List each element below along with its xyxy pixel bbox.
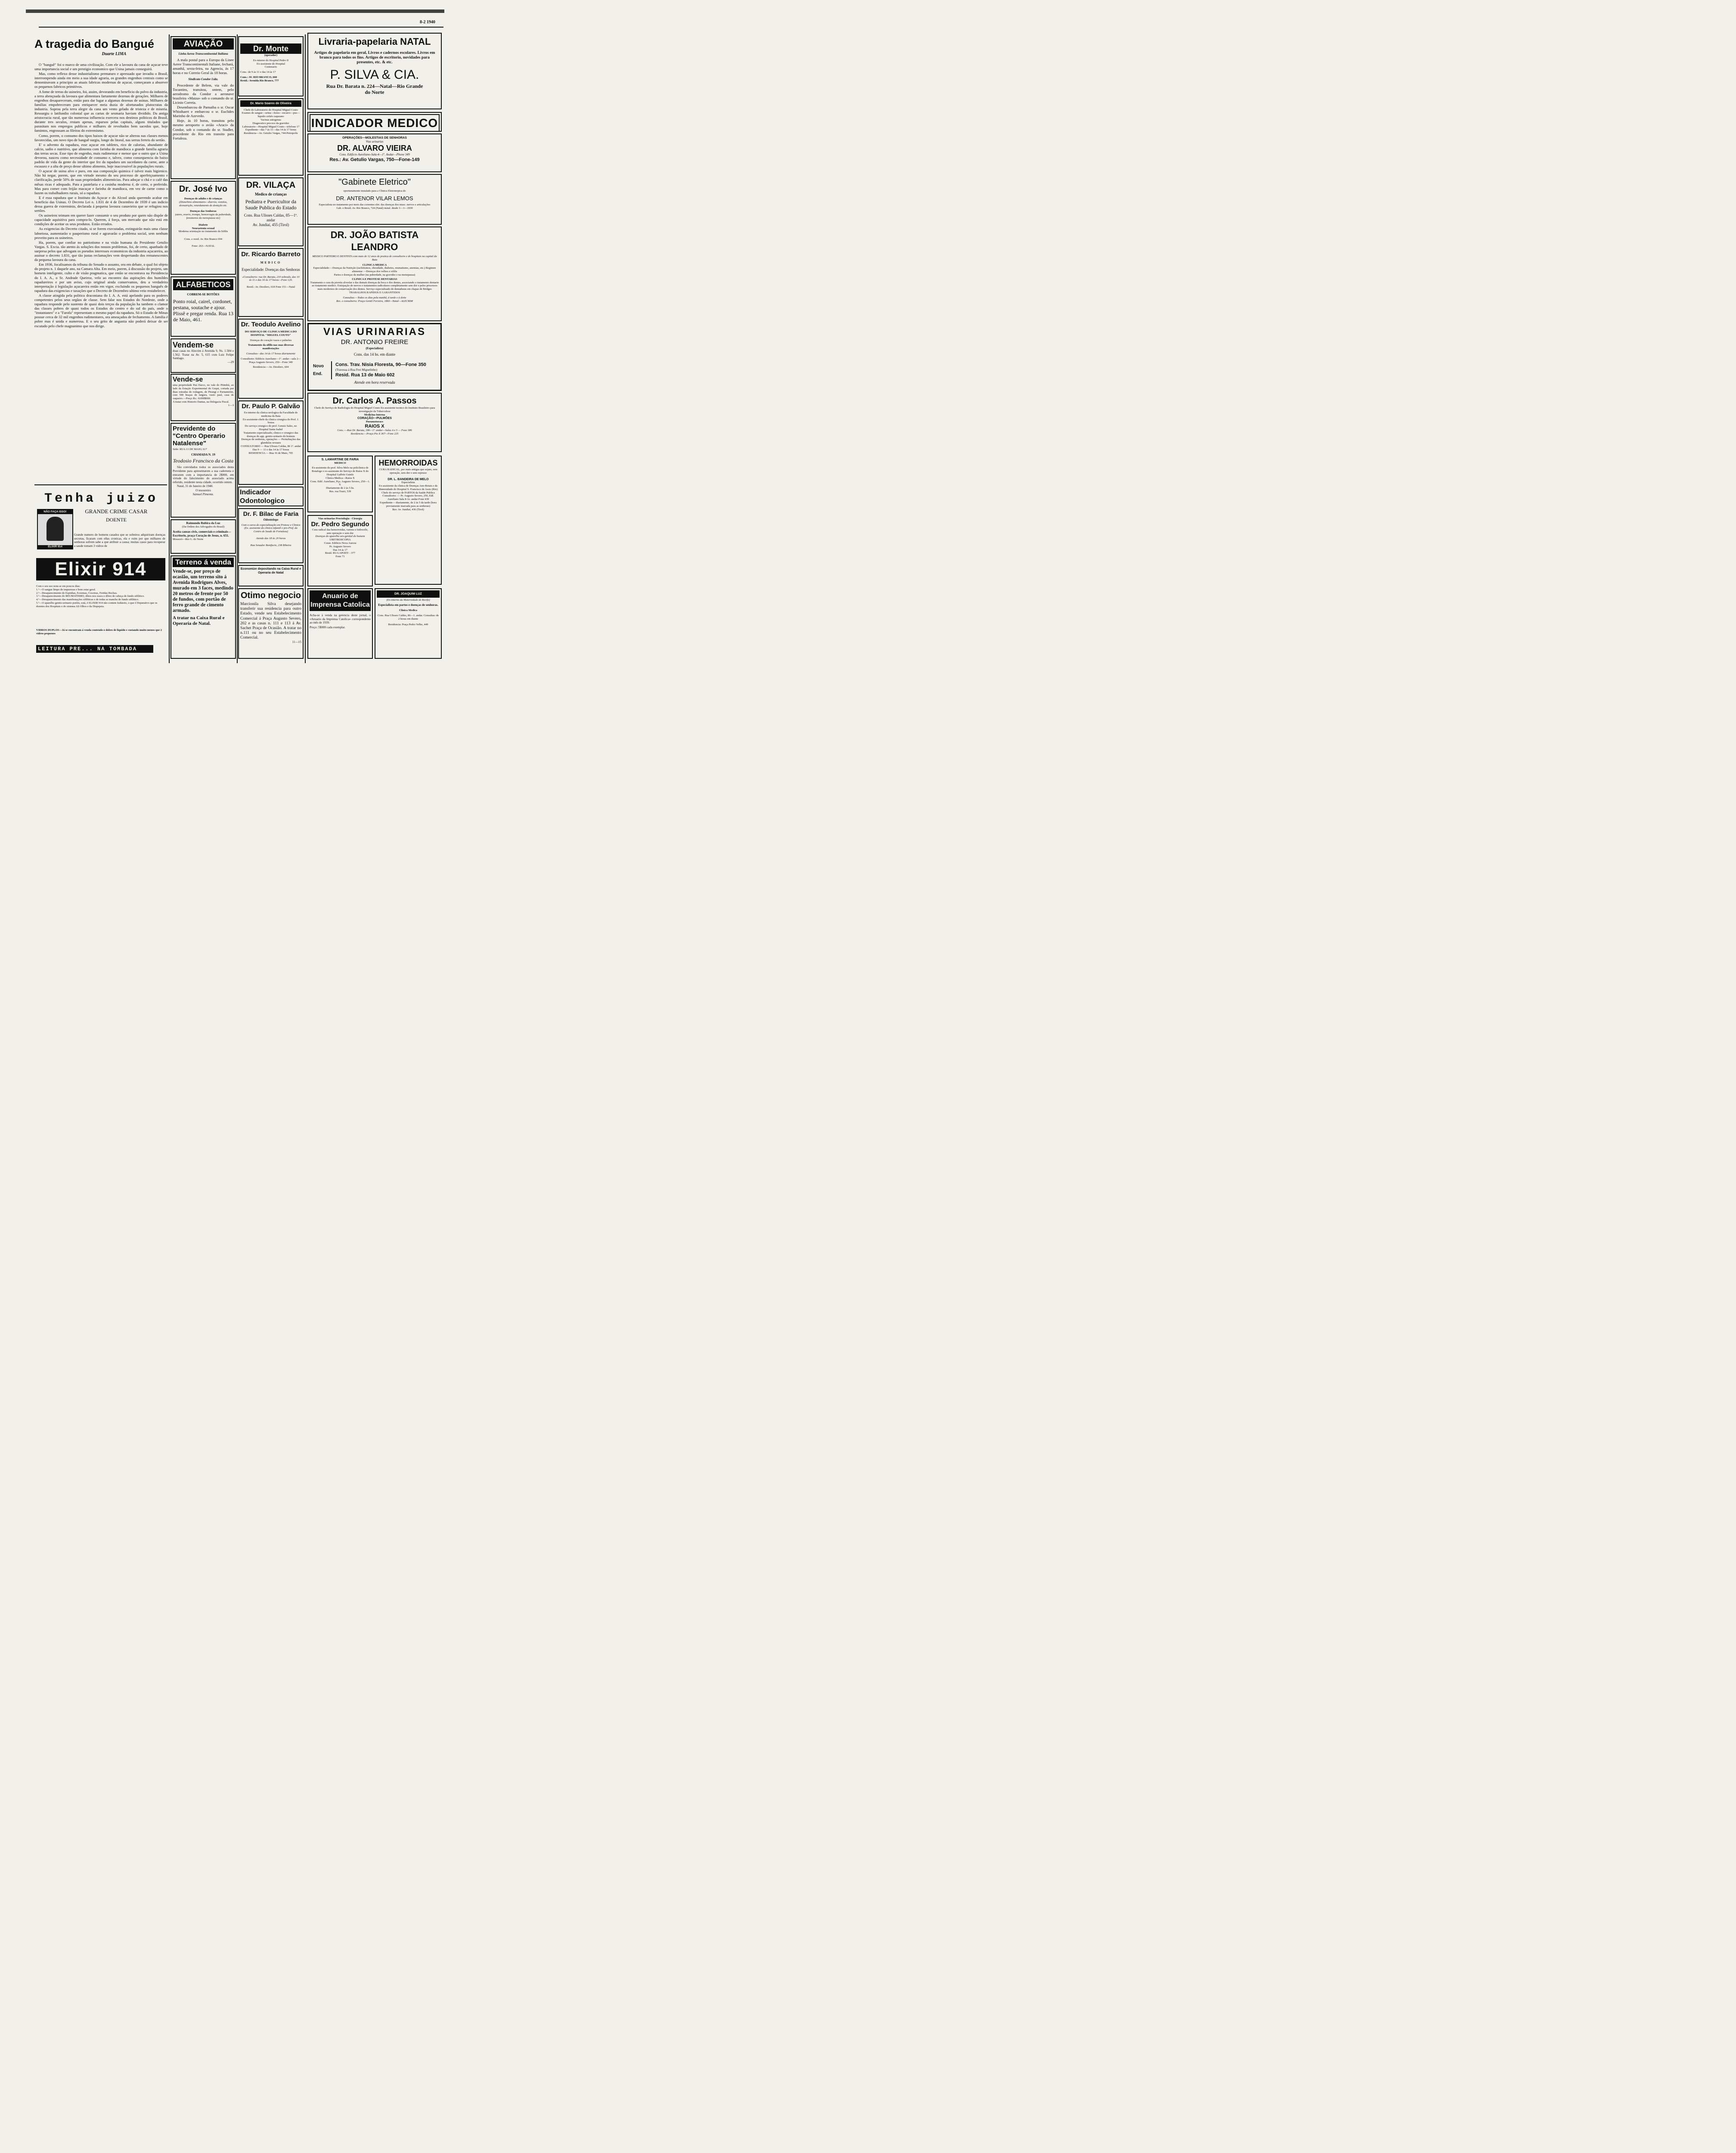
- hemorroidas-sub: CURA RADICAL, por mais antigas que sejam, sem operação, sem dor e sem repouso: [379, 468, 437, 475]
- hemorroidas-line: Res: Av. Jundiaí, 436 (Tirol): [392, 508, 424, 511]
- lamartine-line: Clinica Medica—Raios X: [326, 476, 355, 480]
- aviacao-p3: Desembarcou de Parnaiba o sr. Oscar Whisthaert e embarcou o sr. Euclides Marinho de Azevedo.: [173, 105, 234, 118]
- article: [34, 37, 168, 485]
- natal-addr: Rua Dr. Barata n. 224—Natal—Rio Grande do Norte: [326, 83, 423, 95]
- man-silhouette: [46, 517, 64, 541]
- ivo-sec1: Doenças de adulto e de crianças: [184, 197, 222, 200]
- galvao-name: Dr. Paulo P. Galvão: [242, 403, 300, 410]
- previdente-sign1: O tesoureiro: [195, 488, 211, 492]
- silvio: [238, 98, 304, 176]
- avelino-sub2: Doenças do coração vasos e pulmões: [250, 338, 292, 342]
- vias-spec: (Especialista): [366, 347, 384, 350]
- lamartine-sub: MEDICO: [334, 461, 346, 465]
- vieira-res: Res.: Av. Getulio Vargas, 750—Fone-149: [329, 157, 420, 162]
- barreto-cons: «Consultorio: rua Dr. Barata, 210 sobrado, das 10 ás 11 e das 16 ás 17 horas—Fone 120.: [242, 275, 300, 282]
- monte-lines: [240, 59, 301, 69]
- monte-title: Dr. Monte: [240, 43, 301, 54]
- vieira: [307, 133, 442, 172]
- vieira-name: DR. ALVARO VIEIRA: [337, 144, 412, 153]
- elixir-figure: [37, 509, 73, 549]
- vias-hours: Cons. das 14 hs. em diante: [353, 352, 396, 357]
- galvao-line: Das 9 — 11 e das 14 às 17 horas: [252, 448, 289, 451]
- article-paragraph: Os usineiros teimam em querer fazer consumir o seu produto por quem não dispõe de capacidade aquisitiva para compra-lo. Querem, á força, um mercado que não está em condições de aceitar os seus produtos. Estão errados.: [34, 213, 168, 226]
- anuario-body: Acha-se á venda na gerencia deste jornal, o «Anuario da Imprensa Catolica» correspondente ao mês de 1939.: [310, 614, 371, 625]
- elixir-list: [36, 585, 165, 608]
- aviacao-sub2: Sindicato Condor Ltda.: [188, 77, 218, 81]
- vilaca: [238, 177, 304, 246]
- leandro: [307, 226, 442, 321]
- previdente-name: Teodosio Francisco da Costa: [173, 458, 234, 464]
- previdente: [170, 423, 236, 518]
- lamartine: [307, 456, 373, 512]
- aviacao-p2: Procedente de Belem, via vale do Tocantins, transitou, ontem, pelo aerodromo da Condor a aeronave brasileira «Maiza» sob o comando do sr. Licinio Correia.: [173, 83, 234, 105]
- elixir-list-item: 3.º—Desaparecimento do REUMATISMO, dôres nos ossos e dôres de cabeça de fundo sifilitico.: [36, 595, 145, 598]
- elixir-subhead1: GRANDE CRIME CASAR: [85, 508, 148, 515]
- vilaca-name: DR. VILAÇA: [246, 180, 296, 190]
- segundo-body: Cura radical das hemorroidas, varizes e hidrocéle, sem operação e sem dor: [312, 528, 368, 535]
- terreno-contact: A tratar na Caixa Rural e Operaria de Natal.: [173, 615, 225, 626]
- silvio-line: Vacinas autogenas: [260, 118, 281, 121]
- indicador-odont-title: Indicador Odontologico: [240, 489, 285, 505]
- avelino-res: Residencia:—Av. Deodoro, 604: [253, 366, 289, 369]
- silvio-title: Dr. Mario Soares de Oliveira: [240, 100, 301, 107]
- vendem-body: duas casas no Alecrim á Avenida 9, Ns. 1.584 e 1.562. Tratar na Av. 5, 615 com Luiz Felipe Santiago.: [173, 349, 234, 360]
- ivo: [170, 181, 236, 275]
- vende-ref: 1—3: [228, 403, 234, 407]
- segundo-line: Fone 71: [335, 555, 345, 558]
- segundo-line: URETROSCOPIA: [329, 538, 351, 542]
- vende-body: uma propriedade Pau Darco, no vale do Pitimbú, ao lado da Estação Experimental do Gequi, cortada por duas estradas de rodagem, de Pirangi e Parnamirim, com 500 braças de largura, vasto paul, casa de vaqueiro.—Preço Rs.: 8:000$000.: [173, 384, 234, 400]
- previdente-sign2: Samuel Pimenta.: [192, 492, 214, 496]
- ivo-sec1b: (Disturbios alimentares—diarréa, vomitos, desnutrição, retardamento de dentição etc.: [179, 200, 228, 207]
- elixir-list-item: 2.º—Desaparecimento de Espinhas, Eczemas, Coceiras, Feridas Bochas.: [36, 591, 118, 595]
- segundo-line: Das 14 ás 17: [333, 548, 347, 552]
- col-rule-1: [169, 34, 170, 663]
- terreno-body: Vende-se, por preço de ocasião, um terreno sito á Avenida Rodrigues Alves, murado em 3 faces, medindo 20 metros de frente por 50 de fundos, com portão de ferro grande de cimento armado.: [173, 569, 233, 613]
- lamartine-line: Ex-assistente do prof. Silva Melo na policlinica de Botafogo e ex-assistente do Serviço de Raios X do Hospital Gaffrée Guinle: [312, 466, 369, 476]
- anuario: [307, 588, 373, 659]
- elixir-band: LEITURA PRE... NA TOMBADA: [36, 645, 153, 653]
- galvao-line: Ex-interno da clinica urologica da Faculdade de medicina da Baía: [244, 411, 298, 418]
- article-paragraph: A fome de terras do usineiro, foi, assim, devorando em beneficio do polvo da industria, a terra abençoada da lavoura que alimentara fartamente dezenas de gerações. Milhares de engenhos desapareceram, então para dar lugar a algumas dezenas de usinas. Milhares de familias empobreceram para enriquecer meia duzia de afortunados plutocratas da industria. Soprou pela terra alegre da cana um vento gelado de tristeza e de miseria. Ressurgiu o latifundio colonial que as cartas de sesmaria haviam dividido. Da antiga aristocracia rural, que tão numerosa influencia exercera nos destinos politicos do Brasil, durante tres seculos, restam apenas, esparsos pelas capitais, alguns titulados que parasitam nos empregos publicos e milhares de revoltados bem sacedos que, hoje famintos, engrossam as fileiras do extremismo.: [34, 89, 168, 133]
- galvao-line: Do serviço cirurgico do prof. Gensio Sales, no Hospital Santa Isabel: [245, 425, 297, 431]
- article-author: Duarte LIMA: [102, 52, 127, 56]
- passos-sub3: Pneumotorace: [366, 420, 384, 423]
- elixir-ad: [34, 491, 168, 659]
- segundo-title: Vias urinarias Proctologia - Cirurgia: [318, 517, 363, 520]
- aviacao-title: AVIAÇÃO: [173, 38, 234, 50]
- article-body: [34, 62, 168, 328]
- bilac-addr: Rua Senador Bonifacio, 238 Ribeira: [250, 543, 291, 547]
- vilaca-desc: Pediatra e Puericultor da Saude Publica do Estado: [245, 199, 297, 211]
- raimundo: [170, 519, 236, 554]
- vias-name: DR. ANTONIO FREIRE: [341, 338, 409, 346]
- joaquim-body: Especialista em partos e doenças de senhoras.: [378, 603, 438, 607]
- vias-title: VIAS URINARIAS: [323, 326, 426, 338]
- galvao-line: Doenças de senhoras, operações — Perturbações das glandulas sexuaes: [241, 438, 301, 445]
- raimundo-body: Aceita causas civis, comerciais e criminais—Escritorio, praça Coração de Jesus, n. 651.: [173, 530, 231, 537]
- barreto-res: Resid.: Av. Deodoro, 618 Fone 151—Natal: [246, 285, 295, 289]
- leandro-spec: Especialidade:—Doenças da Nutrição (rachitismos, obesidade, diabetes, reumatismo, anemias, etc.) Regimen alimentar —Doenças dos velhos e sifilis: [313, 267, 436, 273]
- lamartine-line: Res. rua Trairi, 539: [329, 490, 351, 493]
- leandro-clinic2: CLINICA E PROTESE DENTARIAS: [352, 277, 397, 281]
- vendem-title: Vendem-se: [173, 341, 214, 349]
- gabinete-sub: oportunamente instalado para a Clinica Eletroterpica do: [343, 189, 406, 192]
- otimo-ref: 11—15: [292, 640, 301, 644]
- ivo-addr: Cons. e resid. Av. Rio Branco 694: [184, 238, 223, 241]
- vilaca-spec: Medico de crianças: [255, 192, 287, 196]
- ivo-phone: Fone: 263—NATAL: [192, 244, 215, 248]
- raimundo-foot: Mossoró—Rio G. do Norte: [173, 537, 204, 541]
- gabinete-body: Especialista no tratamento por meio das correntes elet. das doenças dos musc. nervos e articulações: [319, 203, 431, 206]
- leandro-clinic1: CLINICA MEDICA: [362, 263, 387, 267]
- natal: [307, 33, 442, 109]
- ivo-sec3b: Neurastenia sexual: [192, 226, 215, 230]
- indicador-medico-title: INDICADOR MEDICO: [310, 114, 440, 132]
- vias-addr2: (Travessa á Rua Frei Miguelinho): [335, 368, 378, 372]
- vias-end: End.: [313, 372, 322, 376]
- bilac: [238, 508, 304, 563]
- lamartine-line: Diariamente de 2 ás 5 hs.: [326, 487, 354, 490]
- vias: [307, 323, 442, 391]
- lamartine-lines: [310, 466, 371, 493]
- avelino-hours: Consultas—das 14 ás 17 horas diariamente: [246, 352, 295, 355]
- segundo-line: Resid. RUA APODY - 377: [325, 552, 355, 555]
- alfabeticos-body: Ponto roial, cairel, cordonet, pestana, soutache e ajour. Plissê e pregar renda. Rua 13 de Maio, 461.: [173, 298, 233, 323]
- silvio-line: Chefe do Laboratorio do Hospital Miguel Couto: [244, 108, 298, 112]
- lamartine-line: Cons. Edif. Aureliano, Pça. Augusto Severo, 250—1. S.: [310, 480, 370, 487]
- lamartine-name: S. LAMARTINE DE FARIA: [321, 457, 359, 461]
- article-paragraph: O açucar de usina alvo e puro, em sua composição quimica é talvez mais higienico. Não há negar, porem, que em virtude mesmo do seu processo de aperfeiçoamento e clarificação, perde 50% de suas propriedades alimenticias. Para adoçar o chá e o café das mêsas ricas é adequado. Para a pastelaria e a cosinha moderna é, de certo, o preferido. Mas para comer com feijão macaçar e farinha de mandioca, em vez de carne como o fazem os trabalhadores rurais, só a rapadura.: [34, 169, 168, 195]
- raimundo-sub: (Da Ordem dos Advogados do Brasil): [182, 525, 225, 528]
- hemorroidas-line: Especialista: [401, 481, 415, 484]
- galvao-line: Ex-assistente-chefe da clinica cirurgica do Prof. J. Sousa: [242, 418, 299, 425]
- monte-line: Centenario: [264, 65, 277, 69]
- segundo-line: Const. Edificio Nova Aurora: [324, 541, 356, 545]
- monte-line: Ex-interno do Hospital Pedro II: [253, 59, 289, 62]
- hemorroidas-line: Expediente— diariamente, de 2 ás 5 da tarde (hora previamente marcada para as senhoras): [380, 501, 437, 508]
- passos-sub4: RAIOS X: [365, 423, 384, 429]
- economize: [238, 565, 304, 586]
- article-paragraph: As exigencias do Decreto citado, si se forem executadas, extinguirão mais uma classe laboriosa, aumentarão o pauperismo rural e agravarão o problema social, sem nenhum proveito para os usineiros.: [34, 226, 168, 240]
- indicador-odont: [238, 487, 304, 506]
- joaquim-res: Residencia: Praça Pedro Velho, 449: [388, 623, 428, 627]
- otimo-title: Otimo negocio: [241, 591, 301, 600]
- passos-sub2: CORAÇÃO—PULMÕES: [357, 416, 392, 420]
- avelino-sub1: DO SERVIÇO DE CLINICA MEDICA DO HOSPITAL "MIGUEL COUTO": [245, 330, 297, 337]
- segundo-sub: Doenças do aparelho uro-genital do homem: [315, 535, 365, 538]
- silvio-line: Residencia—Av. Getulio Vargas, 744-Petropolis: [244, 132, 298, 135]
- hemorroidas: [375, 456, 442, 585]
- top-border: [26, 9, 444, 13]
- otimo-body: Marcionila Silva desejando transferir sua residencia para outro Estado, vende seu Estabelecimento Comercial á Praça Augusto Severo, 202 e as casas n. 111 e 113 á Av. Sachet Praça de Ocasião. A tratar no n.111 ou no seu Estabelecimento Comercial.: [240, 602, 301, 640]
- elixir-figure-top: NÃO FAÇA ISSO!: [38, 510, 72, 514]
- silvio-line: Expediente—das 7 ás 11—das 14 ás 17 horas: [245, 128, 297, 132]
- alfabeticos-sub: COBREM-SE BOTÕES: [187, 293, 220, 296]
- leandro-sub: MEDICO PARTEIRO E DENTISTA com mais de 12 anos de pratica de consultorio e de hospitais na capital da Baia: [312, 255, 437, 261]
- segundo: [307, 515, 373, 586]
- elixir-list-item: 4.º—Desaparecimento das manifestações sifiliticas e de todas as mancha de fundo sifilitico.: [36, 598, 139, 602]
- alfabeticos-title: ALFABETICOS: [173, 279, 233, 290]
- previdente-title: Previdente do "Centro Operario Natalense": [173, 425, 226, 447]
- article-paragraph: Em 1936, focalisamos da tribuna do Senado o assunto, ora em debate, o qual foi objeto do projeto n. 1 daquele ano, na Camara Alta. Em meio, porem, á discussão do projeto, um homem inteligente, culto e de visão pragmatica, que então se encontrava na Presidencia do I. A. A., o Sr. Andrade Queiroz, velo ao encontro das aspirações dos humildes rapadureiros e por um aviso, cujo original ainda conservamos, deu a verdadeira interpretação á legislação açucareira então em vigor, excluindo os pequenos banguês de rapadura das exigencias e taxações que o Decreto de Dezembro ultimo veio restabelecer.: [34, 262, 168, 293]
- passos-cons: Cons.:—Rua Dr. Barata, 186—1º. andar—Salas 4 e 5 — Fone 386: [337, 428, 412, 432]
- previdente-body: São convidados todos os associados desta Previdente para apresentarem a sua caderneta e entrarem com a importancia de 2$000, em virtude do falecimento do associado acima referido, residente nesta cidade, ocorrido ontem.: [173, 465, 234, 484]
- segundo-name: Dr. Pedro Segundo: [311, 520, 369, 528]
- silvio-line: Exames de sangue—urina—fezes—escarro—pus—liquido cefalo raqueano: [242, 112, 300, 118]
- bilac-hours: Atende das 18 ás 20 horas: [256, 537, 286, 540]
- hemorroidas-line: Consultorio: — Pr. Augusto Severo, 250, Edf. Aureliano Sala 8-1o. andar-Fone 439: [382, 494, 434, 501]
- silvio-line: Laboratorio—Hospital Miguel Couto—telefone 17: [242, 125, 300, 128]
- passos-name: Dr. Carlos A. Passos: [332, 396, 417, 406]
- natal-brand: P. SILVA & CIA.: [330, 68, 419, 82]
- galvao-line: CONSULTORIO — Rua Ulisses Caldas, 86 1º. andar: [241, 444, 301, 448]
- barreto-name: Dr. Ricardo Barreto: [241, 251, 301, 258]
- elixir-footnote: VIDROS DUPLOS—Já se encontram á venda contendo o dobro de liquido e custando muito menos que 2 vidros pequenos: [36, 629, 162, 635]
- article-paragraph: O "banguê" foi o marco de uma civilização. Com ele a lavoura da cana de açucar teve uma importancia social e um prestigio economico que Usina jamais conseguirá.: [34, 62, 168, 71]
- elixir-list-item: Com o seu uso nota-se em poucos dias:: [36, 585, 81, 588]
- passos: [307, 393, 442, 452]
- article-title: A tragedia do Bangué: [34, 37, 155, 50]
- raimundo-title: Raimundo Rubira da Luz: [186, 521, 220, 525]
- terreno: [170, 555, 236, 659]
- bilac-body: Com o curso de especialização em Protese e Clinica (Ex. assistente da clinica infantil e pro-Prof. da Centro de Saude de Fortaleza): [241, 523, 301, 534]
- vende: [170, 374, 236, 421]
- ivo-sec3c: Moderna orientação no tratamento da Sifilis: [178, 230, 228, 233]
- anuario-price: Preço: 5$000 cada exemplar.: [310, 625, 346, 629]
- segundo-lines: [310, 538, 371, 558]
- ivo-sec3: Diabete: [198, 223, 208, 226]
- leandro-body: Tratamento e cura da piorréa alveolar e das demais doenças da boca e dos dentes, associando o tratamento dentario ao tratamento medico. Extirpação de nervos e tratamentos radiculares completamente sem dor e pelos processos mais modernos de conservação dos dentes. Serviço especialisado de dentaduras em chapas de Bridges TRABALHOS RAPIDOS E GARANTIDOS: [310, 281, 439, 294]
- vendem: [170, 338, 236, 373]
- aviacao-p1: A mala postal para a Europa da Linee Aeree Transcontinentali Italiane, fechará, amanhã, sexta-feira, na Agencia, ás 17 horas e no Correio Geral ás 18 horas.: [173, 57, 234, 75]
- aviacao-p4: Hoje, ás 10 horas, transitou pelo mesmo aeroporto o avião «Araci» da Condor, sob o comando do sr. Stadler, procedente do Rio em transito para Fortaleza.: [173, 118, 234, 140]
- elixir-body: Grande numero de homens casados que se solteiros adquiriram doenças secretas, ficaram com ellas cronicas, ela e ruim por que milhares de senhoras sofrem sabe a que atribuir a causa; muitas casos para recuperar a saude tomam 3 vidros de: [74, 533, 165, 548]
- vieira-line2: Vias urinarias: [366, 140, 384, 143]
- natal-title: Livraria-papelaria NATAL: [318, 36, 431, 47]
- hemorroidas-name: DR. L. BANDEIRA DE MELO: [388, 477, 429, 481]
- barreto-sub: MEDICO: [260, 261, 282, 264]
- bilac-sub: Odontologo: [263, 518, 279, 521]
- passos-body: Chefe do Serviço de Radiologia do Hospital Miguel Couto Ex-assistente tecnico do Instituto Brasileiro para investigação da Tuberculose: [314, 406, 435, 413]
- passos-sub1: Medicina Interna: [364, 413, 385, 416]
- vias-novo: Novo: [313, 364, 324, 369]
- elixir-list-item: 1.º—O sangue limpo de impurezas e bom estar geral.: [36, 588, 96, 591]
- galvao-line: RESIDENCIA — Rua 16 de Maio, 705: [248, 451, 293, 455]
- date-header: 8-2 1940: [420, 20, 435, 25]
- monte-res: Resid.: Avenida Rio Branco, 777: [240, 79, 279, 82]
- elixir-brand: Elixir 914: [36, 558, 165, 580]
- aviacao-sub1: Linha Aerea Transcontinental Italiana: [178, 52, 228, 56]
- monte-hours: Cons.: de 9 ás 11 e das 14 ás 17: [240, 71, 276, 74]
- leandro-hours: Consultas:—Todos os dias pela manhã, á tarde e á doite: [343, 296, 406, 299]
- alfabeticos: [170, 276, 236, 337]
- gabinete-title: "Gabinete Eletrico": [338, 177, 411, 187]
- avelino-name: Dr. Teodulo Avelino: [241, 321, 301, 328]
- segundo-line: Pr. Augusto Severo: [329, 545, 351, 548]
- vendem-ref: —29: [227, 360, 234, 364]
- gabinete: [307, 174, 442, 225]
- article-paragraph: E' o advento da rapadura, esse açucar em tabletes, rico de calorias, abundante de calcio, sadio e nutritivo, que alimenta com farinha de mandioca a grande familia agraria das terras secas. Esse tipo de engenho, mais rudimentar e menor que o outro que a Usina devorou, nasceu como necessidade de consumo e, talvez, como consequencia do baixo padrão de vida da gente do interior que fez da rapadura um sucedaneo da carne, ante a escassez e a alta de preço desse ultimo alimento, hoje inaccessivel ás populações rurais.: [34, 142, 168, 169]
- vende-contact: A tratar com Honorio Dantas, na Delegacia Fiscal.: [173, 400, 229, 403]
- hemorroidas-lines: [377, 481, 440, 511]
- previdente-date: Natal, 31 de Janeiro de 1940.: [177, 484, 214, 488]
- barreto-spec: Especialidade: Doenças das Senhoras: [242, 267, 300, 272]
- avelino: [238, 319, 304, 399]
- leandro-name: DR. JOÃO BATISTA LEANDRO: [330, 230, 419, 252]
- joaquim-name: DR. JOAQUIM LUZ: [377, 590, 440, 598]
- article-paragraph: E é essa rapadura que o Instituto do Açucar e do Alcool anda querendo acabar em beneficio das Usinas. O Decreto Lei n. 1.831 de 4 de Dezembro de 1939 é um indicio dessa guerra de exterminio, declarada á pequena lavoura canavieira que se refugiou nos sertões.: [34, 195, 168, 213]
- joaquim-sub2: Clinica Medica: [399, 608, 418, 612]
- avelino-sub3: Tratamento da sifilis nas suas diversas manifestações: [248, 344, 294, 351]
- bilac-name: Dr. F. Bilac de Faria: [243, 510, 299, 517]
- galvao-lines: [240, 411, 301, 455]
- previdente-addr: Séde: RUA 13 DE MAIO, 617: [173, 448, 207, 451]
- leandro-res: Res. e consultorio: Praça Gentil Ferreira, 1860—Natal—ALECRIM: [336, 299, 413, 303]
- galvao-line: Tratamento especializado, clinico e cirurgico das doenças do app. genito-urinario do homem: [243, 431, 298, 438]
- hemorroidas-title: HEMORROIDAS: [378, 459, 438, 467]
- natal-body1: Artigos de papelaria em geral, Livros e cadernos escolares. Livros em branco para todos os fins. Artigos de escritorio, novidades para presentes, etc. & etc.: [314, 51, 435, 65]
- vieira-line1: OPERAÇÕES—MOLESTIAS DE SENHORAS: [342, 136, 407, 140]
- joaquim-sub: (Ex-interno da Maternidade de Recife): [386, 598, 430, 602]
- col-rule-2: [237, 34, 238, 663]
- joaquim-cons: Cons. Rua Ulisses Caldes, 86—1. andar. Consultas: de 2 horas em diante: [377, 614, 439, 620]
- vias-note: Atende em hora reservada: [354, 380, 395, 385]
- article-paragraph: Ha, porem, que confiar no patriotismo e na visão humana do Presidente Getulio Vargas. S. Excia. tão atento ás soluções dos nossos problemas, foi, de certo, apanhado de surpresa pelos que advogam os pseudos interesses economicos da industria açucareira, ao assinar o decreto 1.831, que tão justas reclamações vem despertando dos remanescentes da pequena lavoura da cana.: [34, 240, 168, 262]
- monte: [238, 36, 304, 96]
- ivo-name: Dr. José Ivo: [179, 184, 228, 194]
- elixir-headline: Tenha juizo: [44, 491, 158, 506]
- vias-brace: [331, 361, 334, 379]
- monte-addr: Cons.: AV. RIO BRANCO, 660: [240, 75, 277, 79]
- economize-title: Economize depositando na Caixa Rural e Operaria de Natal: [240, 567, 301, 574]
- vias-addr3: Resid. Rua 13 de Maio 602: [335, 372, 395, 378]
- joaquim: [375, 588, 442, 659]
- barreto: [238, 248, 304, 317]
- leandro-partos: Partos e doenças da mulher (na puberdade, na gravidez e na menopausa): [334, 273, 415, 276]
- vende-title: Vende-se: [173, 376, 203, 383]
- article-paragraph: A classe atingida pela politica draconiana do I. A. A. está apelando para os poderes competentes pelos seus orgãos de classe. Sem falar nos Estados do Nordeste, onde a rapadura responde pelo sustento de quasi dois terços da população ha tambem o clamor das classes pobres de quasi todos os Estados do centro e do sul do país, onde o "instantaneo" e a "Farofa" representam o mesmo papel da rapadura. Só o Estado de Minas possue cerca de 32 mil engenhos rudimentares, ora ameaçados de fechamento. A familia é pobre mas é unida e numerosa. E o seu grito de angustia não poderá deixar de ser escutado pelo chefe magnanimo que nos dirige.: [34, 293, 168, 328]
- ivo-sec2b: (utero, ovario, trompa, hemorragia da puberdade, fenomenos da menopausa etc): [175, 213, 232, 220]
- vieira-cons: Cons. Edificio Aureliano-Sala-4—1º. Andar—Phone 349: [339, 153, 410, 157]
- vilaca-res: Av. Jundiaí, 455 (Tirol): [252, 223, 289, 227]
- gabinete-name: DR. ANTENOR VILAR LEMOS: [336, 195, 413, 202]
- previdente-call: CHAMADA N. 19: [191, 453, 215, 456]
- vias-addr1: Cons. Trav. Nisia Floresta, 90—Fone 350: [335, 362, 426, 367]
- passos-res: Residencia:—Praça Pio X 367—Fone 225: [350, 432, 399, 435]
- otimo: [238, 588, 304, 659]
- article-divider: [34, 484, 167, 485]
- indicador-medico: [307, 112, 442, 132]
- article-paragraph: Como, porem, o consumo dos tipos baixos de açucar não se alterou nas classes menos favorecidas, um novo tipo de banguê surgiu, longe do litoral, nas serras ferteis do sertão.: [34, 133, 168, 142]
- galvao: [238, 400, 304, 485]
- silvio-lines: [240, 109, 301, 135]
- ivo-sec2: Doenças das Senhoras: [190, 210, 217, 213]
- vilaca-addr: Cons. Rua Ulisses Caldas, 85—1º. andar: [244, 213, 298, 222]
- gabinete-addr: Gab. e Resid. Av. Rio Branco, 724 (Natal) instal. desde 3—3—1939: [336, 206, 413, 210]
- article-paragraph: Mas, como reflexo desse industrialismo prematuro e apressado que invadiu o Brasil, interrompendo ainda em meio a sua idade agraria, os grandes engenhos centrais como se denominavam a principio as atuais fabricas modernas de açucar, começaram a absorver os pequenos fabricos primitivos.: [34, 71, 168, 89]
- anuario-title: Anuario de Imprensa Catolica: [310, 590, 371, 611]
- elixir-figure-bottom: ELIXIR 914: [38, 545, 72, 549]
- header-rule: [39, 27, 443, 28]
- avelino-cons: Consultorio: Edificio Aureliano—1º. andar—sala 2—Praça Augusto Severo, 250—Fone 349: [241, 357, 301, 364]
- terreno-title: Terreno á venda: [173, 558, 234, 567]
- hemorroidas-line: Chefe do serviço de PARTOS da Saúde Publica: [381, 491, 435, 494]
- monte-line: Ex-assistente do Hospital: [256, 62, 285, 65]
- elixir-list-item: 5.º—O aparelho genito-urinario porém, está, é ELIXIR 914 não contem Iodureto, o que é Depurativo que os doentes dos Hospitais e do sistema Ali Olhos e da Dispepsia.: [36, 601, 158, 608]
- aviacao: [170, 36, 236, 179]
- elixir-subhead2: DOENTE: [106, 517, 127, 523]
- monte-spec: (operador): [264, 54, 277, 57]
- silvio-line: Diagnostico precoce da gravidez: [252, 121, 289, 125]
- col-rule-3: [305, 34, 306, 663]
- hemorroidas-line: Ex-assistente da clinica de Doenças Ano-Retais e da Maternidade do Hospital S. Francisco de Assis (Rio): [378, 484, 438, 491]
